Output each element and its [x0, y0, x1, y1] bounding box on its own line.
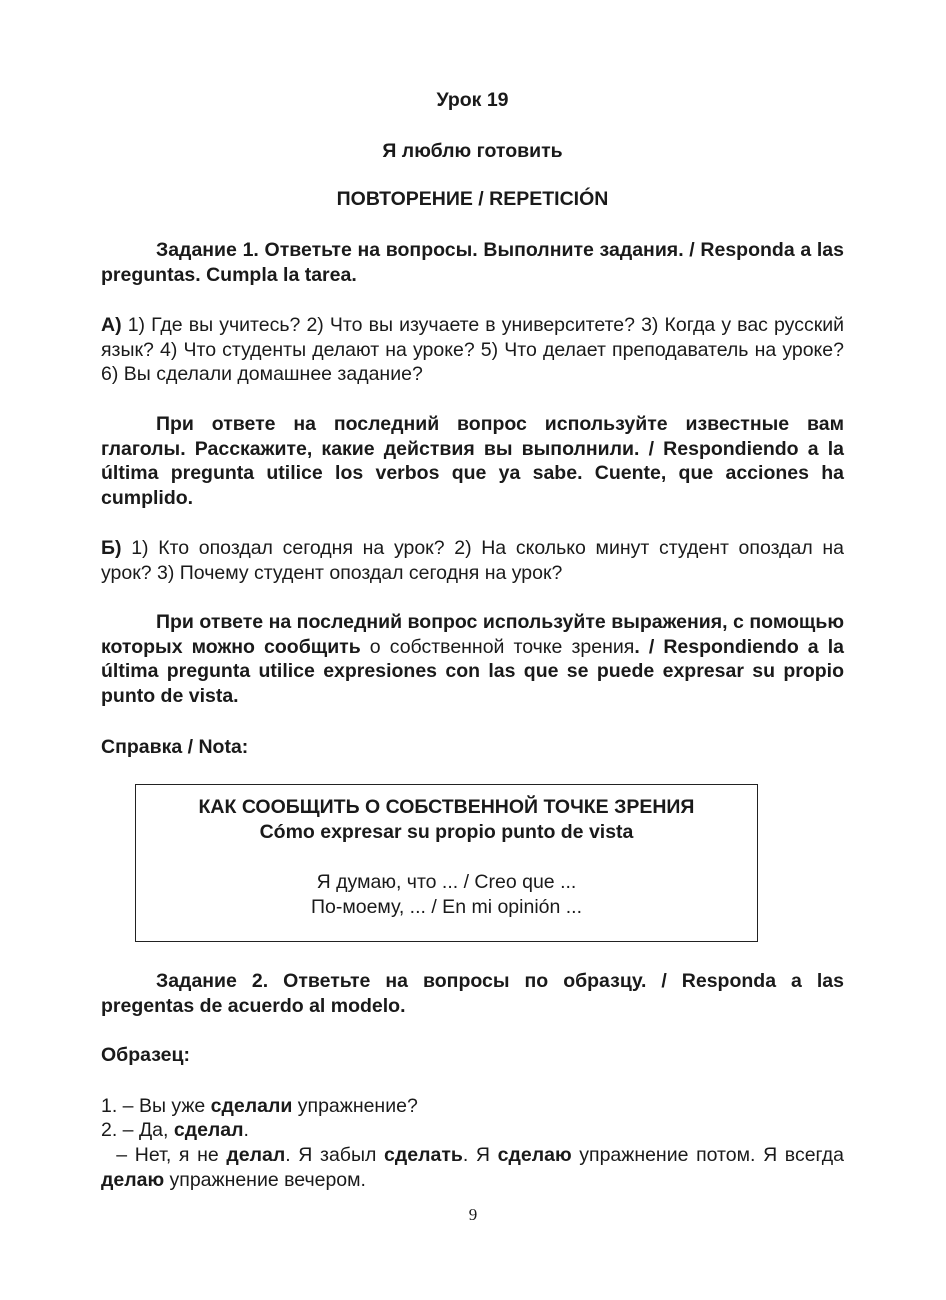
- lesson-topic: Я люблю готовить: [382, 140, 563, 162]
- sample-l1-c: упражнение?: [292, 1095, 418, 1117]
- reference-box: [135, 784, 758, 942]
- sample-l2-c: .: [243, 1119, 249, 1141]
- lesson-number: Урок 19: [436, 89, 509, 111]
- sample-l3-i: упражнение вечером.: [164, 1168, 366, 1191]
- box-title-es: Cómo expresar su propio punto de vista: [259, 820, 634, 843]
- sample-line-1: [101, 1094, 844, 1119]
- task1-note-2: [101, 610, 844, 708]
- part-b-label: Б): [101, 537, 122, 559]
- sample-l2-bold: сделал: [173, 1119, 244, 1141]
- task1-note-1: При ответе на последний вопрос используйте известные вам глаголы. Расскажите, какие действия вы выполнили. / Respondiendo a la última pregunta utilice los verbos que ya sabe. Cuente, que acciones ha cumplido.: [101, 413, 844, 509]
- sample-l3-a: – Нет, я не: [101, 1144, 227, 1166]
- note2-bold-start: При ответе на последний вопрос используйте выражения, с помощью которых можно сообщить: [101, 611, 844, 658]
- sample-l3-g: упражнение потом. Я всегда: [571, 1144, 850, 1166]
- sample-l3-bold-3: сделаю: [497, 1144, 572, 1166]
- task1-part-b: [101, 536, 844, 585]
- part-a-label: А): [101, 314, 122, 336]
- box-title-ru: КАК СООБЩИТЬ О СОБСТВЕННОЙ ТОЧКЕ ЗРЕНИЯ: [198, 796, 695, 818]
- part-a-questions: 1) Где вы учитесь? 2) Что вы изучаете в университете? 3) Когда у вас русский язык? 4) Что студенты делают на уроке? 5) Что делает преподаватель на уроке? 6) Вы сделали домашнее задание?: [101, 314, 845, 385]
- sample-l2-a: 2. – Да,: [101, 1119, 174, 1141]
- task1-title: Задание 1. Ответьте на вопросы. Выполните задания. / Responda a las preguntas. Cumpla la tarea.: [101, 239, 844, 286]
- sample-l1-a: 1. – Вы уже: [101, 1095, 211, 1117]
- sample-l3-e: . Я: [462, 1144, 498, 1166]
- sample-l3-bold-4: делаю: [101, 1168, 165, 1191]
- part-b-questions: 1) Кто опоздал сегодня на урок? 2) На сколько минут студент опоздал на урок? 3) Почему студент опоздал сегодня на урок?: [101, 537, 844, 584]
- sample-l3-bold-1: делал: [226, 1144, 286, 1166]
- sample-line-2: [101, 1118, 844, 1143]
- sample-l1-bold: сделали: [210, 1095, 293, 1117]
- task1-part-a: [101, 313, 844, 387]
- note2-regular: о собственной точке зрения: [360, 635, 635, 658]
- reference-label: Справка / Nota:: [101, 736, 249, 758]
- sample-l3-bold-2: сделать: [384, 1144, 463, 1166]
- section-title: ПОВТОРЕНИЕ / REPETICIÓN: [336, 188, 609, 210]
- sample-line-3: [101, 1143, 850, 1192]
- sample-label: Образец:: [101, 1044, 190, 1066]
- note2-bold-end: . / Respondiendo a la última pregunta utilice expresiones con las que se puede expresar su propio punto de vista.: [101, 635, 844, 707]
- task2-title: Задание 2. Ответьте на вопросы по образцу. / Responda a las pregentas de acuerdo al modelo.: [101, 970, 844, 1017]
- phrase-2: По-моему, ... / En mi opinión ...: [310, 895, 583, 918]
- page-number: 9: [468, 1205, 478, 1224]
- phrase-1: Я думаю, что ... / Creo que ...: [316, 871, 577, 893]
- sample-l3-c: . Я забыл: [285, 1144, 385, 1166]
